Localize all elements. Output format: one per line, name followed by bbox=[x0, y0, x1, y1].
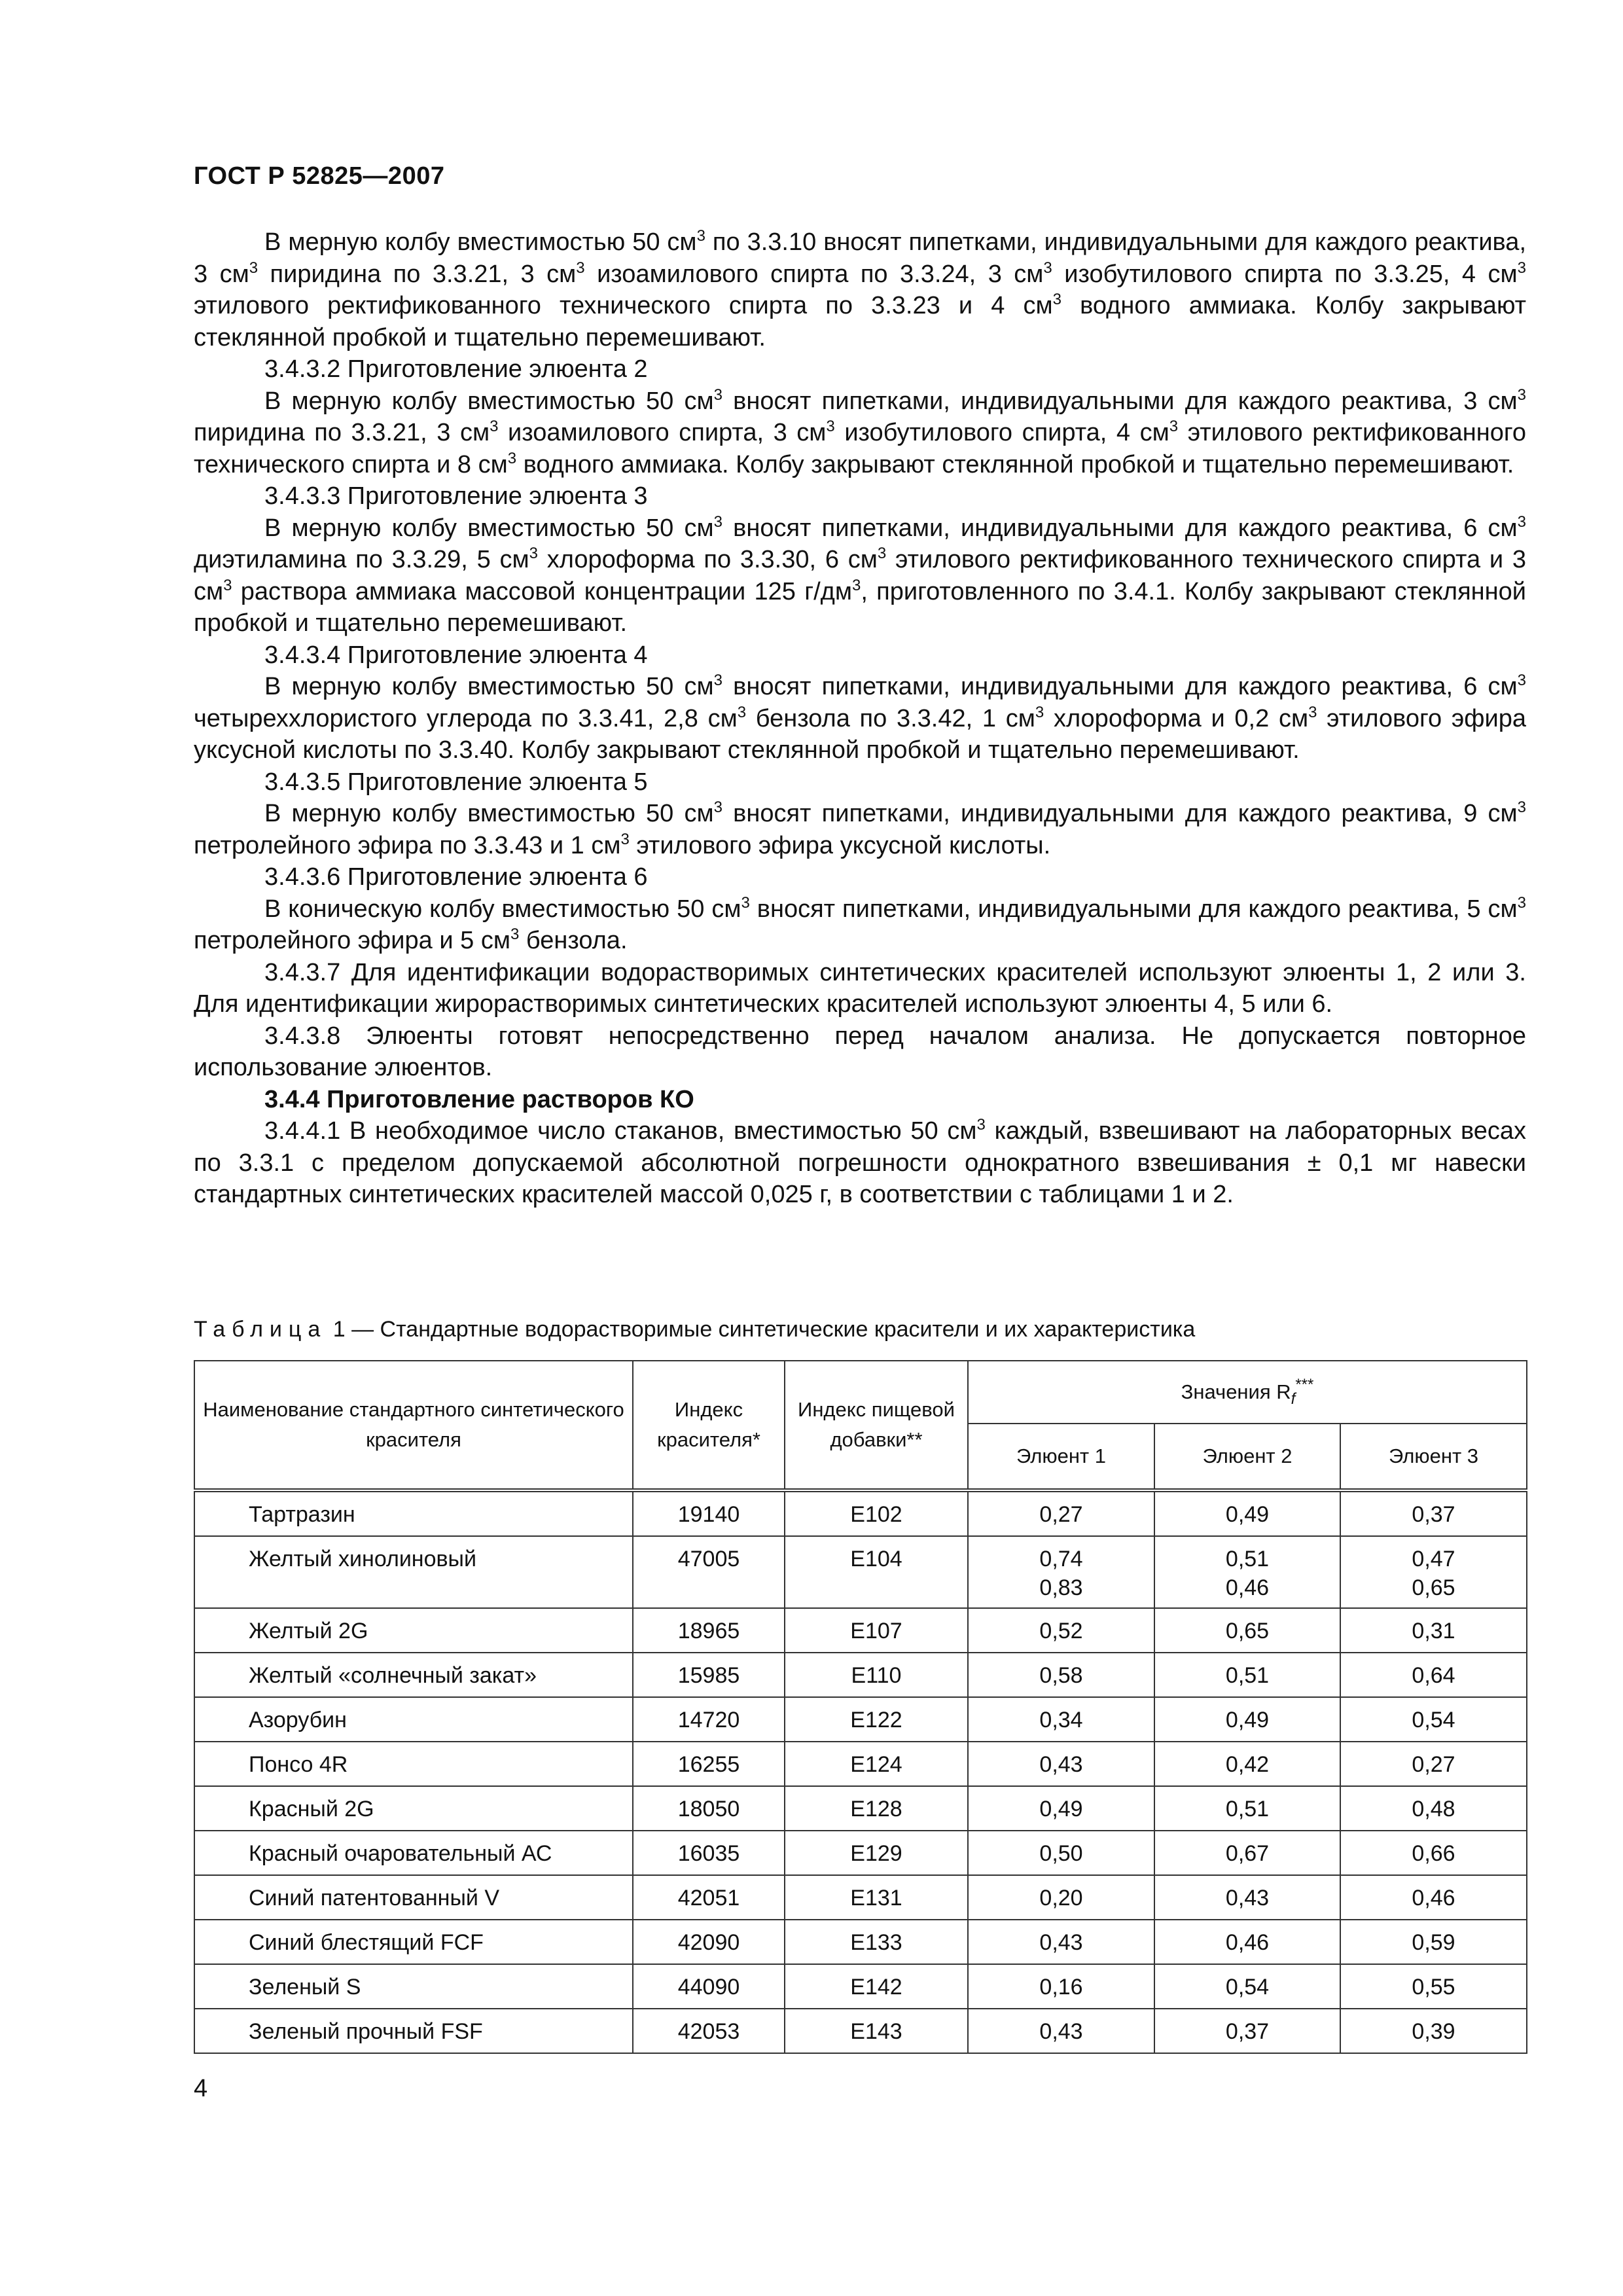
header-eluent-2: Элюент 2 bbox=[1154, 1424, 1340, 1490]
page-number: 4 bbox=[194, 2075, 208, 2102]
section-heading-3-4-4: 3.4.4 Приготовление растворов КО bbox=[264, 1085, 694, 1113]
header-eluent-1: Элюент 1 bbox=[968, 1424, 1154, 1490]
header-eluent-3: Элюент 3 bbox=[1340, 1424, 1527, 1490]
table-row: Понсо 4R 16255 E124 0,43 0,42 0,27 bbox=[194, 1742, 1527, 1786]
section-heading: 3.4.3.2 Приготовление элюента 2 bbox=[264, 355, 648, 383]
paragraph-eluent-4: В мерную колбу вместимостью 50 $см^3$ вносят пипетками, индивидуальными для каждого реактива, 6 $см^3$ четыреххлористого углерода по 3.3.41, 2,8 $см^3$ бензола по 3.3.42, 1 $см^3$ хлороформа и 0,2 $см^3$ этилового эфира уксусной кислоты по 3.3.40. Колбу закрывают стеклянной пробкой и тщательно перемешивают. bbox=[194, 672, 1527, 764]
section-heading: 3.4.3.6 Приготовление элюента 6 bbox=[264, 863, 648, 891]
header-rf-values: Значения $R_f^{***}$ bbox=[968, 1361, 1527, 1424]
table-row: Азорубин 14720 E122 0,34 0,49 0,54 bbox=[194, 1697, 1527, 1742]
table-row: Синий блестящий FCF 42090 E133 0,43 0,46 0,59 bbox=[194, 1920, 1527, 1964]
section-heading: 3.4.3.5 Приготовление элюента 5 bbox=[264, 768, 648, 796]
paragraph-eluent-2: В мерную колбу вместимостью 50 $см^3$ вносят пипетками, индивидуальными для каждого реактива, 3 $см^3$ пиридина по 3.3.21, 3 $см^3$ изоамилового спирта, 3 $см^3$ изобутилового спирта, 4 $см^3$ этилового ректификованного технического спирта и 8 $см^3$ водного аммиака. Колбу закрывают стеклянной пробкой и тщательно перемешивают. bbox=[194, 386, 1527, 478]
paragraph-3-4-3-8: 3.4.3.8 Элюенты готовят непосредственно перед началом анализа. Не допускается повторное использование элюентов. bbox=[194, 1022, 1526, 1081]
header-food-index: Индекс пищевой добавки** bbox=[785, 1361, 968, 1490]
section-heading: 3.4.3.4 Приготовление элюента 4 bbox=[264, 641, 648, 669]
dyes-table bbox=[194, 1360, 1527, 2054]
header-dye-index: Индекс красителя* bbox=[633, 1361, 785, 1490]
paragraph-eluent-1: В мерную колбу вместимостью 50 $см^3$ по 3.3.10 вносят пипетками, индивидуальными для каждого реактива, 3 $см^3$ пиридина по 3.3.21, 3 $см^3$ изоамилового спирта по 3.3.24, 3 $см^3$ изобутилового спирта по 3.3.25, 4 $см^3$ этилового ректификованного технического спирта по 3.3.23 и 4 $см^3$ водного аммиака. Колбу закрывают стеклянной пробкой и тщательно перемешивают. bbox=[194, 227, 1527, 351]
paragraph-eluent-6: В коническую колбу вместимостью 50 $см^3$ вносят пипетками, индивидуальными для каждого реактива, 5 $см^3$ петролейного эфира и 5 $см^3$ бензола. bbox=[194, 893, 1526, 954]
paragraph-3-4-3-7: 3.4.3.7 Для идентификации водорастворимых синтетических красителей используют элюенты 1, 2 или 3. Для идентификации жирорастворимых синтетических красителей используют элюенты 4, 5 или 6. bbox=[194, 958, 1526, 1018]
table-row: Зеленый прочный FSF 42053 E143 0,43 0,37 0,39 bbox=[194, 2009, 1527, 2053]
table-row: Красный очаровательный АС 16035 E129 0,50 0,67 0,66 bbox=[194, 1831, 1527, 1875]
paragraph-3-4-4-1: 3.4.4.1 В необходимое число стаканов, вместимостью 50 $см^3$ каждый, взвешивают на лабораторных весах по 3.3.1 с пределом допускаемой абсолютной погрешности однократного взвешивания ± 0,1 мг навески стандартных синтетических красителей массой 0,025 г, в соответствии с таблицами 1 и 2. bbox=[194, 1116, 1526, 1208]
paragraph-eluent-5: В мерную колбу вместимостью 50 $см^3$ вносят пипетками, индивидуальными для каждого реактива, 9 $см^3$ петролейного эфира по 3.3.43 и 1 $см^3$ этилового эфира уксусной кислоты. bbox=[194, 798, 1527, 859]
paragraph-eluent-3: В мерную колбу вместимостью 50 $см^3$ вносят пипетками, индивидуальными для каждого реактива, 6 $см^3$ диэтиламина по 3.3.29, 5 $см^3$ хлороформа по 3.3.30, 6 $см^3$ этилового ректификованного технического спирта и 3 $см^3$ раствора аммиака массовой концентрации 125 $г/дм^3$, приготовленного по 3.4.1. Колбу закрывают стеклянной пробкой и тщательно перемешивают. bbox=[194, 512, 1527, 637]
section-heading: 3.4.3.3 Приготовление элюента 3 bbox=[264, 482, 648, 510]
table-row: Желтый хинолиновый 47005 E104 0,74 0,83 0,51 0,46 0,47 0,65 bbox=[194, 1536, 1527, 1608]
table-row: Желтый «солнечный закат» 15985 E110 0,58 0,51 0,64 bbox=[194, 1653, 1527, 1697]
document-header: ГОСТ Р 52825—2007 bbox=[194, 162, 445, 190]
table-caption: Таблица 1 — Стандартные водорастворимые синтетические красители и их характеристика bbox=[194, 1317, 1196, 1342]
table-row: Красный 2G 18050 E128 0,49 0,51 0,48 bbox=[194, 1786, 1527, 1831]
header-dye-name: Наименование стандартного синтетического красителя bbox=[194, 1361, 633, 1490]
table-row: Синий патентованный V 42051 E131 0,20 0,43 0,46 bbox=[194, 1875, 1527, 1920]
table-row: Зеленый S 44090 E142 0,16 0,54 0,55 bbox=[194, 1964, 1527, 2009]
body-text bbox=[194, 226, 1526, 1211]
table-row: Желтый 2G 18965 E107 0,52 0,65 0,31 bbox=[194, 1608, 1527, 1653]
table-row: Тартразин 19140 E102 0,27 0,49 0,37 bbox=[194, 1490, 1527, 1536]
